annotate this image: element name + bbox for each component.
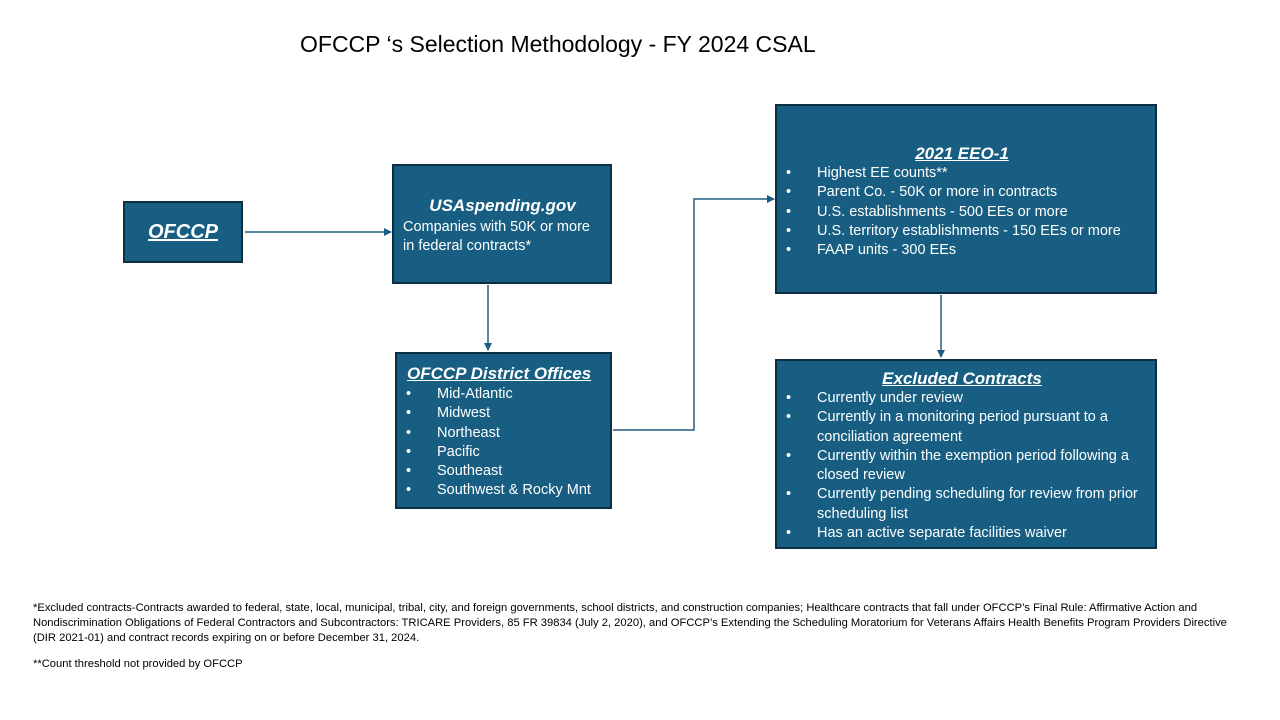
excluded-contracts-box [775,359,1157,549]
usaspending-box [392,164,612,284]
eeo1-box [775,104,1157,294]
list-item: • FAAP units - 300 EEs [777,241,1147,260]
ofccp-box [123,201,243,263]
district-offices-list [397,385,604,501]
list-item: • Currently in a monitoring period pursuant to a conciliation agreement [777,408,1147,447]
page-title: OFCCP ‘s Selection Methodology - FY 2024 CSAL [300,31,816,57]
list-item: • Parent Co. - 50K or more in contracts [777,183,1147,202]
usaspending-heading: USAspending.gov [429,196,576,215]
excluded-contracts-list [777,389,1147,543]
list-item: • Southwest & Rocky Mnt [397,481,604,500]
list-item: • Midwest [397,404,604,423]
list-item: • Currently pending scheduling for review from prior scheduling list [777,485,1147,524]
footnote-excluded-contracts: *Excluded contracts-Contracts awarded to federal, state, local, municipal, tribal, city, and foreign governments, school districts, and construction companies; Healthcare contracts that fall under OFCCP’s Final Rule: Affirmative Action and Nondiscrimination Obligations of Federal Contractors and Subcontractors: TRICARE Providers, 85 FR 39834 (July 2, 2020), and OFCCP’s Extending the Scheduling Moratorium for Veterans Affairs Health Benefits Program Providers Directive (DIR 2021-01) and contract records expiring on or before December 31, 2024. [33,602,1227,644]
footnote-count-threshold: **Count threshold not provided by OFCCP [33,658,243,670]
list-item: • Highest EE counts** [777,164,1147,183]
list-item: • Northeast [397,424,604,443]
district-offices-box [395,352,612,509]
excluded-contracts-heading: Excluded Contracts [882,369,1042,388]
arrow-district-to-eeo [613,199,774,430]
list-item: • U.S. territory establishments - 150 EEs or more [777,222,1147,241]
eeo1-list [777,164,1147,260]
list-item: • Has an active separate facilities waiver [777,524,1147,543]
list-item: • U.S. establishments - 500 EEs or more [777,203,1147,222]
usaspending-text: Companies with 50K or more in federal contracts* [403,219,590,254]
list-item: • Currently within the exemption period following a closed review [777,447,1147,486]
list-item: • Pacific [397,443,604,462]
district-offices-heading: OFCCP District Offices [407,364,592,383]
list-item: • Southeast [397,462,604,481]
eeo1-heading: 2021 EEO-1 [915,144,1009,163]
list-item: • Mid-Atlantic [397,385,604,404]
ofccp-label: OFCCP [148,220,218,243]
list-item: • Currently under review [777,389,1147,408]
